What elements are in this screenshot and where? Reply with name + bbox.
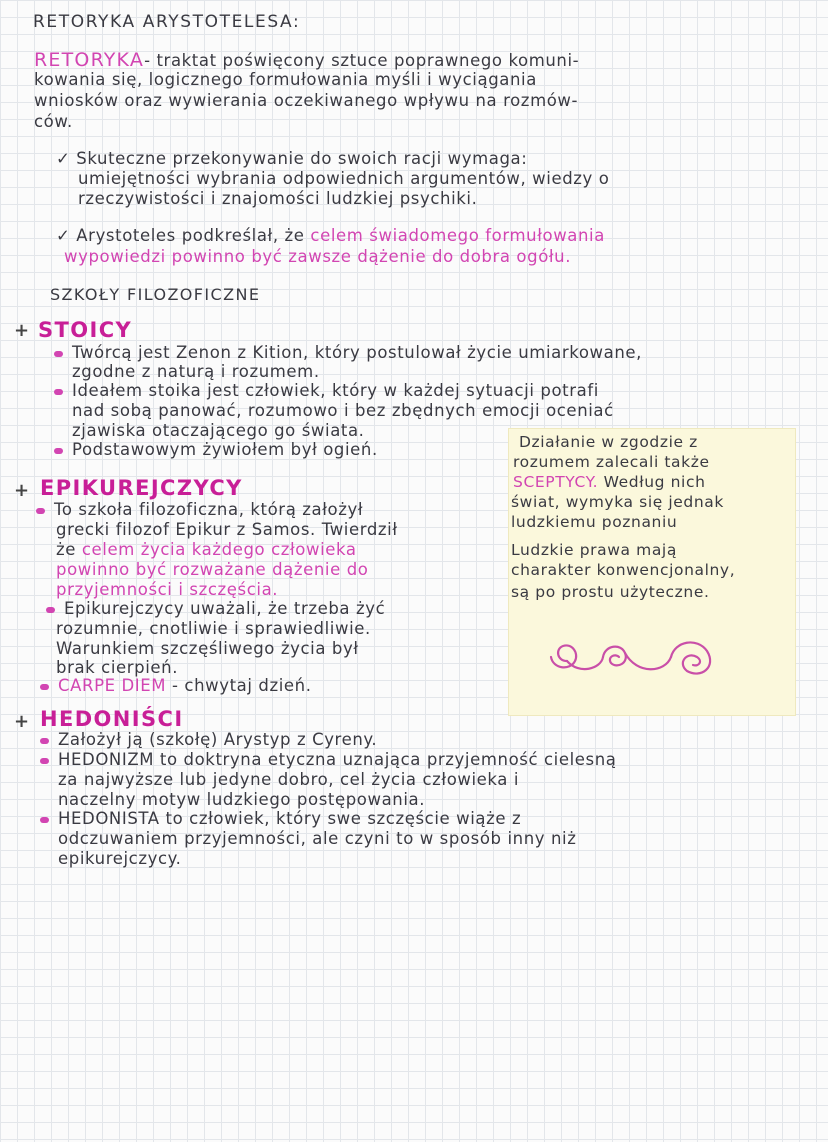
sticky-note: [508, 428, 796, 716]
section-heading: SZKOŁY FILOZOFICZNE: [50, 285, 261, 304]
school-name: EPIKUREJCZYCY: [40, 476, 243, 500]
bullet-icon: [40, 684, 49, 690]
bullet-icon: [40, 758, 49, 764]
highlighted-text: wypowiedzi powinno być zawsze dążenie do dobra ogółu.: [64, 247, 572, 266]
definition-line: ców.: [34, 112, 73, 131]
check-line: rzeczywistości i znajomości ludzkiej psychiki.: [78, 189, 478, 208]
page-title: RETORYKA ARYSTOTELESA:: [33, 12, 301, 32]
sticky-line: charakter konwencjonalny,: [511, 561, 736, 579]
check-line: ✓ Skuteczne przekonywanie do swoich racji wymaga:: [56, 149, 528, 168]
list-item-cont: że celem życia każdego człowieka: [56, 540, 357, 559]
list-item: HEDONIZM to doktryna etyczna uznająca przyjemność cielesną: [40, 750, 617, 770]
list-item: Podstawowym żywiołem był ogień.: [54, 440, 378, 460]
list-item-cont: zjawiska otaczającego go świata.: [72, 421, 365, 440]
bullet-icon: [54, 389, 63, 395]
sticky-line: są po prostu użyteczne.: [511, 583, 710, 601]
check-line: umiejętności wybrania odpowiednich argumentów, wiedzy o: [78, 169, 610, 188]
list-item: Twórcą jest Zenon z Kition, który postulował życie umiarkowane,: [54, 343, 642, 363]
bullet-icon: [40, 738, 49, 744]
bullet-icon: [54, 448, 63, 454]
sticky-line: świat, wymyka się jednak: [511, 493, 724, 511]
list-item-cont: rozumnie, cnotliwie i sprawiedliwie.: [56, 619, 371, 638]
list-item-cont: nad sobą panować, rozumowo i bez zbędnych emocji oceniać: [72, 401, 614, 420]
definition-line: kowania się, logicznego formułowania myśli i wyciągania: [34, 70, 537, 89]
highlighted-text: celem życia każdego człowieka: [81, 540, 357, 559]
list-item-cont: brak cierpień.: [56, 658, 179, 677]
bullet-icon: [36, 508, 45, 514]
highlighted-text: przyjemności i szczęścia.: [56, 580, 279, 599]
school-name: STOICY: [38, 318, 133, 342]
plus-icon: +: [14, 320, 30, 341]
sticky-line: SCEPTYCY. Według nich: [513, 473, 706, 491]
list-item-cont: Warunkiem szczęśliwego życia był: [56, 639, 359, 658]
bullet-icon: [54, 351, 63, 357]
list-item-cont: grecki filozof Epikur z Samos. Twierdził: [56, 520, 398, 539]
list-item-cont: epikurejczycy.: [58, 849, 182, 868]
list-item-cont: za najwyższe lub jedyne dobro, cel życia człowieka i: [58, 770, 520, 789]
list-item-cont: odczuwaniem przyjemności, ale czyni to w sposób inny niż: [58, 829, 577, 848]
highlighted-text: SCEPTYCY.: [513, 473, 599, 491]
highlighted-text: CARPE DIEM: [58, 676, 167, 695]
school-name: HEDONIŚCI: [40, 707, 184, 731]
list-item-cont: naczelny motyw ludzkiego postępowania.: [58, 790, 426, 809]
check-mark-icon: ✓: [56, 149, 71, 168]
sticky-line: rozumem zalecali także: [513, 453, 710, 471]
list-item: Epikurejczycy uważali, że trzeba żyć: [46, 599, 385, 619]
check-mark-icon: ✓: [56, 226, 71, 245]
definition-line: RETORYKA- traktat poświęcony sztuce poprawnego komuni-: [34, 49, 580, 71]
list-item: HEDONISTA to człowiek, który swe szczęście wiąże z: [40, 809, 521, 829]
plus-icon: +: [14, 711, 30, 732]
sticky-line: Działanie w zgodzie z: [519, 433, 698, 451]
highlighted-text: powinno być rozważane dążenie do: [56, 560, 369, 579]
definition-term: RETORYKA: [34, 49, 145, 71]
sticky-line: ludzkiemu poznaniu: [511, 513, 678, 531]
list-item: Ideałem stoika jest człowiek, który w każdej sytuacji potrafi: [54, 381, 599, 401]
highlighted-text: celem świadomego formułowania: [310, 226, 605, 245]
bullet-icon: [40, 817, 49, 823]
swirl-doodle-icon: [545, 629, 735, 689]
list-item: CARPE DIEM - chwytaj dzień.: [40, 676, 312, 696]
check-line: ✓ Arystoteles podkreślał, że celem świadomego formułowania: [56, 226, 605, 245]
sticky-line: Ludzkie prawa mają: [511, 541, 677, 559]
plus-icon: +: [14, 480, 30, 501]
list-item: To szkoła filozoficzna, którą założył: [36, 500, 363, 520]
list-item-cont: zgodne z naturą i rozumem.: [72, 362, 320, 381]
bullet-icon: [46, 607, 55, 613]
list-item: Założył ją (szkołę) Arystyp z Cyreny.: [40, 730, 377, 750]
definition-line: wniosków oraz wywierania oczekiwanego wpływu na rozmów-: [34, 91, 579, 110]
